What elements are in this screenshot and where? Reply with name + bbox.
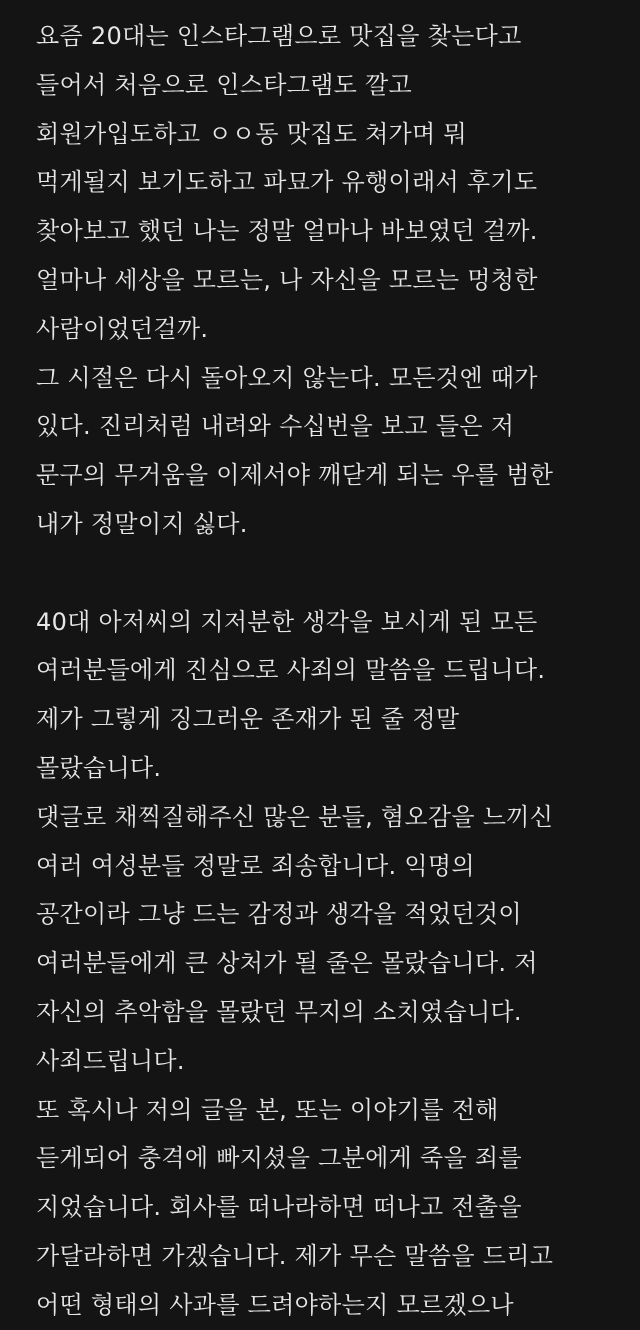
text-line: 어떤 형태의 사과를 드려야하는지 모르겠으나 (36, 1290, 514, 1319)
text-line: 댓글로 채찍질해주신 많은 분들, 혐오감을 느끼신 (36, 802, 554, 831)
text-line: 회원가입도하고 ㅇㅇ동 맛집도 쳐가며 뭐 (36, 119, 467, 148)
text-line: 자신의 추악함을 몰랐던 무지의 소치였습니다. (36, 997, 522, 1026)
text-line: 공간이라 그냥 드는 감정과 생각을 적었던것이 (36, 900, 522, 929)
text-line: 몰랐습니다. (36, 753, 162, 782)
text-line: 들어서 처음으로 인스타그램도 깔고 (36, 70, 413, 99)
text-line: 여러분들에게 진심으로 사죄의 말씀을 드립니다. (36, 656, 546, 685)
text-line: 지었습니다. 회사를 떠나라하면 떠나고 전출을 (36, 1193, 522, 1222)
text-line: 문구의 무거움을 이제서야 깨닫게 되는 우를 범한 (36, 461, 554, 490)
text-line: 여러 여성분들 정말로 죄송합니다. 익명의 (36, 851, 475, 880)
text-line: 40대 아저씨의 지저분한 생각을 보시게 된 모든 (36, 607, 538, 636)
text-line: 그 시절은 다시 돌아오지 않는다. 모든것엔 때가 (36, 363, 538, 392)
text-line: 듣게되어 충격에 빠지셨을 그분에게 죽을 죄를 (36, 1144, 522, 1173)
post-body (36, 12, 626, 1330)
paragraph-1 (36, 12, 626, 549)
text-line: 가달라하면 가겠습니다. 제가 무슨 말씀을 드리고 (36, 1241, 554, 1270)
paragraph-2 (36, 598, 626, 1330)
text-line: 먹게될지 보기도하고 파묘가 유행이래서 후기도 (36, 168, 538, 197)
text-line: 얼마나 세상을 모르는, 나 자신을 모르는 멍청한 (36, 265, 538, 294)
paragraph-gap (36, 549, 626, 598)
text-line: 또 혹시나 저의 글을 본, 또는 이야기를 전해 (36, 1095, 499, 1124)
text-line: 여러분들에게 큰 상처가 될 줄은 몰랐습니다. 저 (36, 949, 538, 978)
text-line: 요즘 20대는 인스타그램으로 맛집을 찾는다고 (36, 22, 522, 50)
text-line: 있다. 진리처럼 내려와 수십번을 보고 들은 저 (36, 412, 515, 441)
text-line: 찾아보고 했던 나는 정말 얼마나 바보였던 걸까. (36, 217, 538, 246)
text-line: 내가 정말이지 싫다. (36, 509, 248, 538)
text-line: 제가 그렇게 징그러운 존재가 된 줄 정말 (36, 705, 460, 734)
text-line: 사람이었던걸까. (36, 314, 209, 343)
text-line: 사죄드립니다. (36, 1046, 185, 1075)
